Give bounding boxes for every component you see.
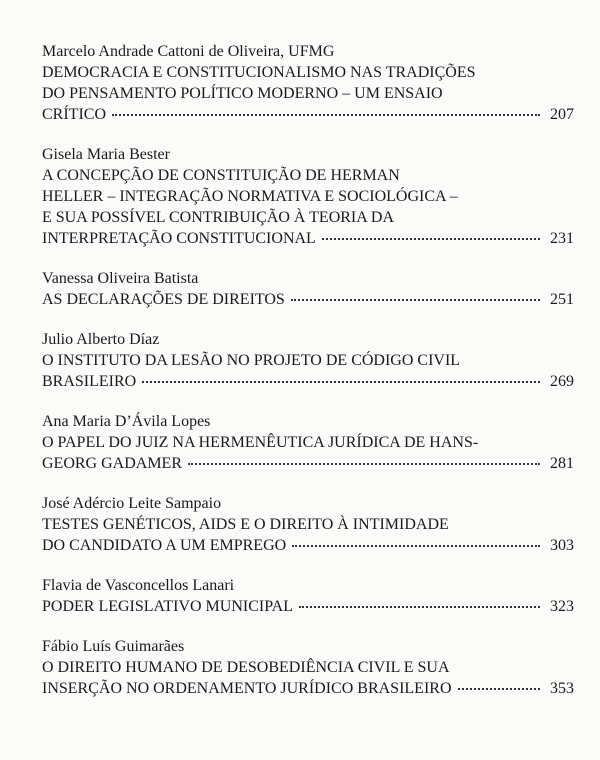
entry-title-line: E SUA POSSÍVEL CONTRIBUIÇÃO À TEORIA DA xyxy=(42,209,395,226)
entry-author: Flavia de Vasconcellos Lanari xyxy=(42,577,235,594)
entry-author: Fábio Luís Guimarães xyxy=(42,638,185,655)
page-number: 323 xyxy=(550,598,574,615)
entry-title-line: O DIREITO HUMANO DE DESOBEDIÊNCIA CIVIL E SUA xyxy=(42,659,450,676)
entry-title-last-line xyxy=(42,453,574,474)
toc-entry xyxy=(42,329,574,392)
entry-author: Julio Alberto Díaz xyxy=(42,331,160,348)
entry-title-line: BRASILEIRO xyxy=(42,373,137,390)
entry-author: Marcelo Andrade Cattoni de Oliveira, UFMG xyxy=(42,43,335,60)
toc-entry xyxy=(42,41,574,125)
table-of-contents xyxy=(42,41,574,718)
entry-title-last-line xyxy=(42,104,574,125)
toc-entry xyxy=(42,636,574,699)
entry-title-last-line xyxy=(42,596,574,617)
entry-author: José Adércio Leite Sampaio xyxy=(42,495,222,512)
dot-leader xyxy=(458,686,541,690)
entry-title-last-line xyxy=(42,535,574,556)
entry-title xyxy=(42,289,574,310)
entry-title-last-line xyxy=(42,371,574,392)
entry-title xyxy=(42,514,574,556)
entry-title-line: CRÍTICO xyxy=(42,106,106,123)
entry-author: Ana Maria D’Ávila Lopes xyxy=(42,413,211,430)
page-number: 231 xyxy=(550,230,574,247)
page-number: 281 xyxy=(550,455,574,472)
entry-title-line: O INSTITUTO DA LESÃO NO PROJETO DE CÓDIGO CIVIL xyxy=(42,352,461,369)
entry-title-line: AS DECLARAÇÕES DE DIREITOS xyxy=(42,291,285,308)
entry-title-line: DEMOCRACIA E CONSTITUCIONALISMO NAS TRADIÇÕES xyxy=(42,64,476,81)
entry-title xyxy=(42,596,574,617)
entry-title xyxy=(42,350,574,392)
entry-title-last-line xyxy=(42,289,574,310)
page-number: 207 xyxy=(550,106,574,123)
page-number: 303 xyxy=(550,537,574,554)
dot-leader xyxy=(188,461,540,465)
toc-entry xyxy=(42,411,574,474)
entry-title-line: A CONCEPÇÃO DE CONSTITUIÇÃO DE HERMAN xyxy=(42,167,400,184)
dot-leader xyxy=(112,112,540,116)
entry-title xyxy=(42,62,574,125)
page-number: 353 xyxy=(550,680,574,697)
entry-title-line: TESTES GENÉTICOS, AIDS E O DIREITO À INTIMIDADE xyxy=(42,516,449,533)
page-number: 269 xyxy=(550,373,574,390)
toc-entry xyxy=(42,575,574,617)
entry-title-line: INTERPRETAÇÃO CONSTITUCIONAL xyxy=(42,230,316,247)
toc-entry xyxy=(42,493,574,556)
entry-title-line: INSERÇÃO NO ORDENAMENTO JURÍDICO BRASILEIRO xyxy=(42,680,452,697)
dot-leader xyxy=(299,604,540,608)
entry-author: Vanessa Oliveira Batista xyxy=(42,270,199,287)
entry-title-last-line xyxy=(42,678,574,699)
entry-title-line: DO PENSAMENTO POLÍTICO MODERNO – UM ENSAIO xyxy=(42,85,443,102)
entry-title-line: DO CANDIDATO A UM EMPREGO xyxy=(42,537,287,554)
entry-title xyxy=(42,432,574,474)
dot-leader xyxy=(142,379,540,383)
entry-title-line: HELLER – INTEGRAÇÃO NORMATIVA E SOCIOLÓGICA – xyxy=(42,188,458,205)
toc-entry xyxy=(42,144,574,249)
entry-title xyxy=(42,657,574,699)
entry-title-last-line xyxy=(42,228,574,249)
dot-leader xyxy=(292,543,540,547)
entry-author: Gisela Maria Bester xyxy=(42,146,170,163)
page-number: 251 xyxy=(550,291,574,308)
entry-title xyxy=(42,165,574,249)
entry-title-line: O PAPEL DO JUIZ NA HERMENÊUTICA JURÍDICA DE HANS- xyxy=(42,434,479,451)
dot-leader xyxy=(322,236,540,240)
entry-title-line: GEORG GADAMER xyxy=(42,455,182,472)
entry-title-line: PODER LEGISLATIVO MUNICIPAL xyxy=(42,598,293,615)
dot-leader xyxy=(291,297,540,301)
toc-entry xyxy=(42,268,574,310)
